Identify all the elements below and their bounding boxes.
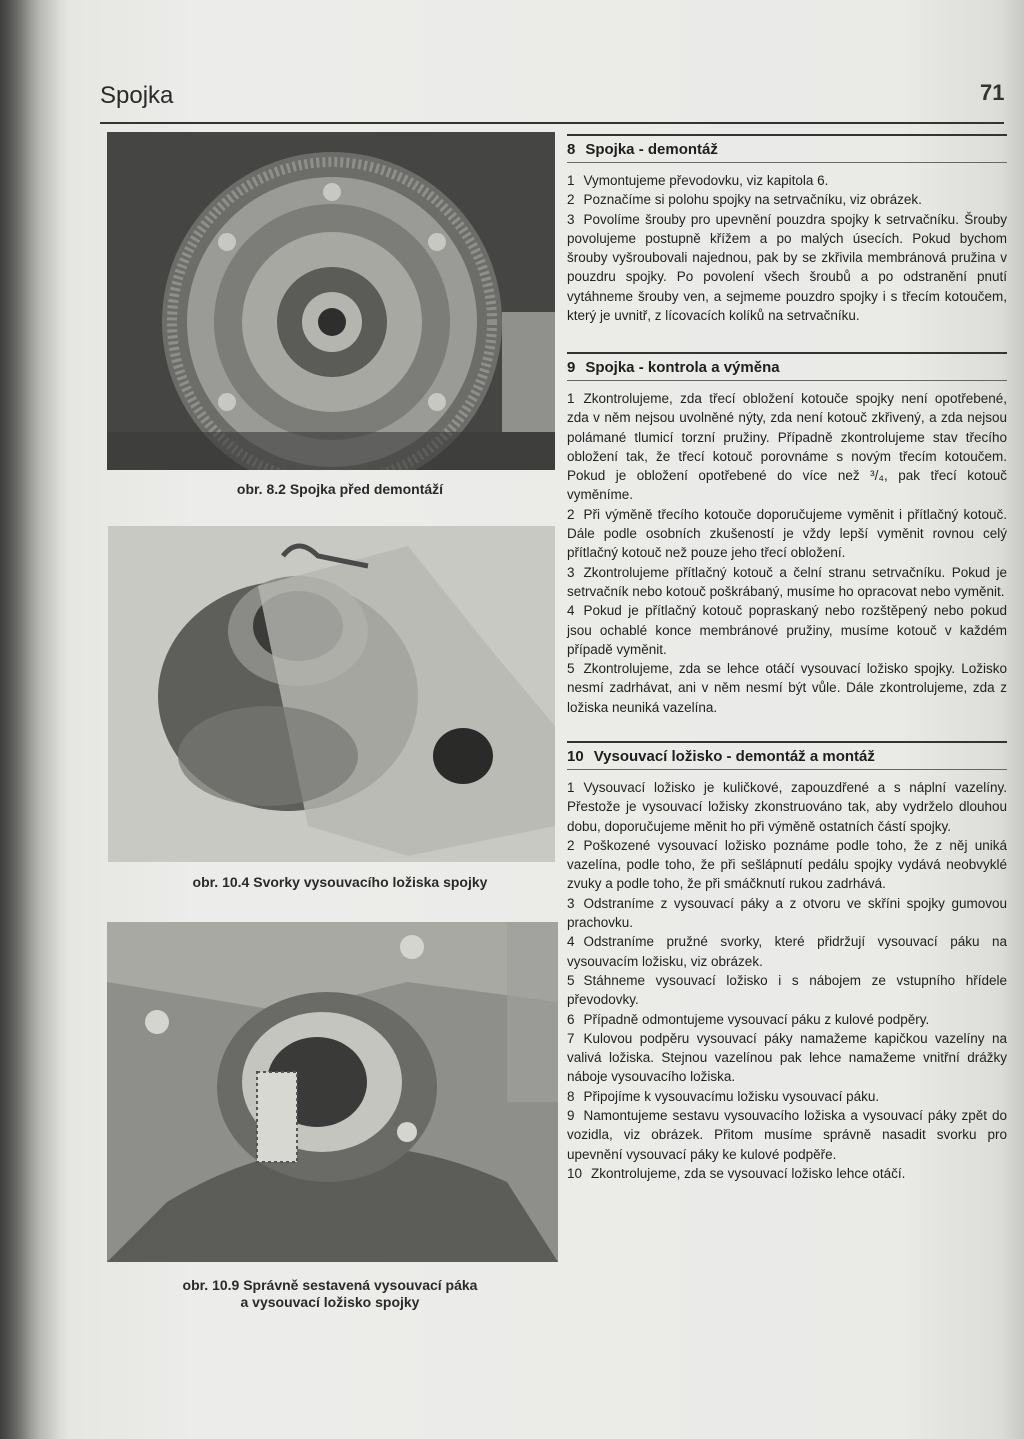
paragraph-text: Poškozené vysouvací ložisko poznáme podle toho, že z něj uniká vazelína, podle toho, že při sešlápnutí pedálu spojky vydává neobvyklé zvuky a podle toho, že při smáčknutí rukou zadrhává.	[567, 837, 1007, 892]
paragraph-number: 4	[567, 934, 575, 950]
section-heading	[567, 359, 1007, 376]
paragraph-text: Poznačíme si polohu spojky na setrvačníku, viz obrázek.	[583, 192, 922, 208]
paragraph	[567, 190, 1007, 209]
section-rule	[567, 352, 1007, 354]
section-rule	[567, 741, 1007, 743]
paragraph-text: Odstraníme z vysouvací páky a z otvoru ve skříni spojky gumovou prachovku.	[567, 895, 1007, 931]
section-number: 8	[567, 141, 576, 158]
section-title: Vysouvací ložisko - demontáž a montáž	[593, 748, 875, 765]
section-number: 10	[567, 748, 584, 765]
paragraph-text: Pokud je přítlačný kotouč popraskaný nebo rozštěpený nebo pokud jsou ochablé konce membránové pružiny, musíme kotouč v každém případě vyměnit.	[567, 603, 1007, 657]
paragraph-number: 3	[567, 564, 575, 580]
paragraph-text: Vysouvací ložisko je kuličkové, zapouzdřené a s náplní vazelíny. Přestože je vysouvací ložisky zkonstruováno tak, aby vydrželo dlouhou dobu, doporučujeme měnit ho při výměně ostatních částí spojky.	[567, 780, 1007, 834]
paragraph	[567, 1106, 1007, 1164]
paragraph	[567, 1087, 1007, 1106]
clutch-photo	[107, 132, 555, 470]
section-clutch-removal	[567, 134, 1007, 325]
paragraph	[567, 1029, 1007, 1087]
paragraph-text: Případně odmontujeme vysouvací páku z kulové podpěry.	[583, 1011, 930, 1027]
paragraph-text: Připojíme k vysouvacímu ložisku vysouvací páku.	[583, 1088, 880, 1104]
paragraph-number: 7	[567, 1030, 575, 1046]
paragraph-number: 5	[567, 972, 575, 988]
paragraph	[567, 894, 1007, 933]
paragraph-text: Zkontrolujeme přítlačný kotouč a čelní stranu setrvačníku. Pokud je setrvačník nebo kotouč poškrábaný, musíme ho opracovat nebo vyměnit.	[567, 564, 1007, 599]
figure-caption: obr. 10.4 Svorky vysouvacího ložiska spojky	[192, 874, 488, 890]
paragraph	[567, 932, 1007, 971]
paragraph	[567, 659, 1007, 717]
section-underline	[567, 380, 1007, 381]
paragraph-number: 5	[567, 661, 575, 677]
section-rule	[567, 134, 1007, 136]
paragraph-text: Zkontrolujeme, zda se lehce otáčí vysouvací ložisko spojky. Ložisko nesmí zadrhávat, ani v něm nesmí být vůle. Dále zkontrolujeme, zda z ložiska neuniká vazelína.	[567, 661, 1007, 715]
paragraph-number: 1	[567, 391, 575, 406]
paragraph-number: 2	[567, 506, 575, 522]
figure-caption: obr. 8.2 Spojka před demontáží	[236, 481, 444, 497]
running-title: Spojka	[100, 82, 174, 109]
page-number: 71	[980, 80, 1005, 105]
paragraph-number: 2	[567, 837, 575, 853]
section-title: Spojka - demontáž	[585, 141, 718, 158]
paragraph	[567, 778, 1007, 836]
section-title: Spojka - kontrola a výměna	[585, 359, 780, 376]
paragraph	[567, 389, 1007, 505]
paragraph-number: 10	[567, 1165, 583, 1181]
paragraph	[567, 505, 1007, 563]
paragraph	[567, 971, 1007, 1010]
header-rule	[100, 122, 1004, 124]
paragraph-number: 4	[567, 603, 575, 619]
paragraph	[567, 836, 1007, 894]
section-underline	[567, 162, 1007, 163]
paragraph-number: 1	[567, 173, 575, 188]
paragraph-number: 2	[567, 192, 575, 208]
paragraph-text: Namontujeme sestavu vysouvacího ložiska a vysouvací páky zpět do vozidla, viz obrázek. Přitom musíme správně nasadit svorku pro upevnění vysouvací páky ke kulové podpěře.	[567, 1108, 1007, 1162]
paragraph	[567, 171, 1007, 190]
paragraph-number: 8	[567, 1088, 575, 1104]
paragraph-text: Vymontujeme převodovku, viz kapitola 6.	[583, 173, 829, 188]
paragraph-text: Povolíme šrouby pro upevnění pouzdra spojky k setrvačníku. Šrouby povolujeme postupně křížem a po malých úsecích. Pokud bychom šrouby vyšroubovali najednou, pak by se zkřivila membránová pružina v pouzdru spojky. Po povolení všech šroubů a po odstranění pnutí vytáhneme šrouby ven, a sejmeme pouzdro spojky i s třecím kotoučem, který je uvnitř, z lícovacích kolíků na setrvačníku.	[567, 211, 1007, 324]
paragraph-text: Stáhneme vysouvací ložisko i s nábojem ze vstupního hřídele převodovky.	[567, 972, 1007, 1008]
figure-caption-line: obr. 10.9 Správně sestavená vysouvací páka	[182, 1277, 478, 1293]
paragraph	[567, 563, 1007, 602]
paragraph-text: Zkontrolujeme, zda třecí obložení kotouče spojky není opotřebené, zda v něm nejsou uvolněné nýty, zda není kotouč zkřivený, a zda nejsou polámané tlumicí torzní pružiny. Případně zkontrolujeme stav třecího obložení tak, že třecí kotouč porovnáme s novým třecím kotoučem. Pokud je obložení opotřebené do více než ³/₄, pak třecí kotouč vyměníme.	[567, 391, 1007, 503]
paragraph	[567, 601, 1007, 659]
section-release-bearing	[567, 741, 1007, 1183]
section-underline	[567, 769, 1007, 770]
paragraph-text: Při výměně třecího kotouče doporučujeme vyměnit i přítlačný kotouč. Dále podle osobních zkušeností je vždy lepší vyměnit rovnou celý přítlačný kotouč než pouze jeho třecí obložení.	[567, 506, 1007, 561]
paragraph-number: 3	[567, 895, 575, 911]
release-lever-photo	[107, 922, 558, 1262]
paragraph-number: 6	[567, 1011, 575, 1027]
paragraph-text: Kulovou podpěru vysouvací páky namažeme kapičkou vazelíny na valivá ložiska. Stejnou vazelínou pak lehce namažeme vnitřní drážky náboje vysouvacího ložiska.	[567, 1030, 1007, 1085]
paragraph	[567, 210, 1007, 326]
paragraph	[567, 1010, 1007, 1029]
section-number: 9	[567, 359, 576, 376]
paragraph-number: 9	[567, 1108, 575, 1124]
paragraph	[567, 1164, 1007, 1183]
section-heading	[567, 141, 1007, 158]
paragraph-text: Odstraníme pružné svorky, které přidržují vysouvací páku na vysouvacím ložisku, viz obrázek.	[567, 934, 1007, 969]
binding-shadow	[0, 0, 60, 1439]
paragraph-number: 3	[567, 211, 575, 227]
section-clutch-inspection	[567, 352, 1007, 717]
release-bearing-photo	[108, 526, 555, 862]
figure-caption-line: a vysouvací ložisko spojky	[240, 1294, 420, 1310]
paragraph-text: Zkontrolujeme, zda se vysouvací ložisko lehce otáčí.	[591, 1165, 906, 1181]
figure-caption	[150, 1277, 510, 1311]
paragraph-number: 1	[567, 780, 575, 795]
section-heading	[567, 748, 1007, 765]
